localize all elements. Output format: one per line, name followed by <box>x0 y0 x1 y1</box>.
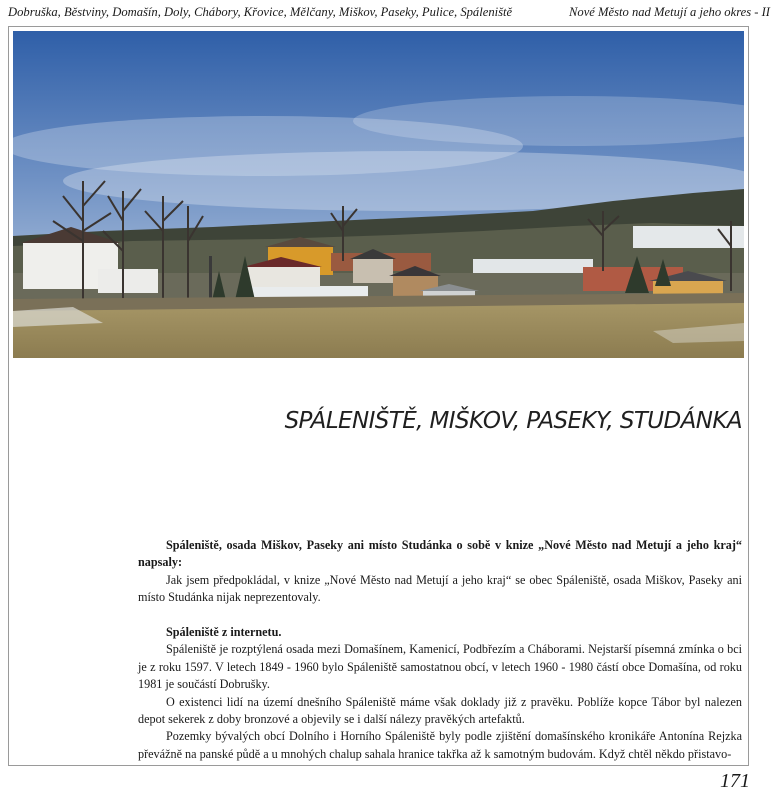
paragraph: O existenci lidí na území dnešního Spáleniště máme však doklady již z pravěku. Poblíže kopce Tábor byl nalezen depot sekerek z doby bronzové a objevily se i další nálezy pravěkých artefaktů. <box>138 694 742 727</box>
running-head-places: Dobruška, Běstviny, Domašín, Doly, Chábory, Křovice, Mělčany, Miškov, Paseky, Pulice, Spáleniště <box>8 5 513 19</box>
paragraph-heading: Spáleniště z internetu. <box>166 625 282 640</box>
article-body <box>138 537 742 763</box>
page-number: 171 <box>720 770 750 792</box>
paragraph: Pozemky bývalých obcí Dolního i Horního Spáleniště byly podle zjištění domašínského kronikáře Antonína Rejzka převážně na panské půdě a u mnohých chalup sahala hranice takřka až k samotným budovám. Když chtěl někdo přistavo- <box>138 729 742 761</box>
running-head-book-title: Nové Město nad Metují a jeho okres - II <box>569 5 770 19</box>
paragraph: Jak jsem předpokládal, v knize „Nové Město nad Metují a jeho kraj“ se obec Spáleniště, osada Miškov, Paseky ani místo Studánka nijak neprezentovaly. <box>138 572 742 605</box>
landscape-photo <box>13 31 744 358</box>
section-title: SPÁLENIŠTĚ, MIŠKOV, PASEKY, STUDÁNKA <box>284 408 742 434</box>
paragraph: Spáleniště je rozptýlená osada mezi Domašínem, Kamenicí, Podbřezím a Cháborami. Nejstarší písemná zmínka o bci je z roku 1597. V letech 1849 - 1960 bylo Spáleniště samostatnou obcí, v letech 1960 - 1980 částí obce Domašína, od roku 1981 je součástí Dobrušky. <box>138 642 742 692</box>
running-head <box>8 5 770 21</box>
paragraph-heading: Spáleniště, osada Miškov, Paseky ani místo Studánka o sobě v knize „Nové Město nad Metují a jeho kraj“ napsaly: <box>138 538 742 570</box>
